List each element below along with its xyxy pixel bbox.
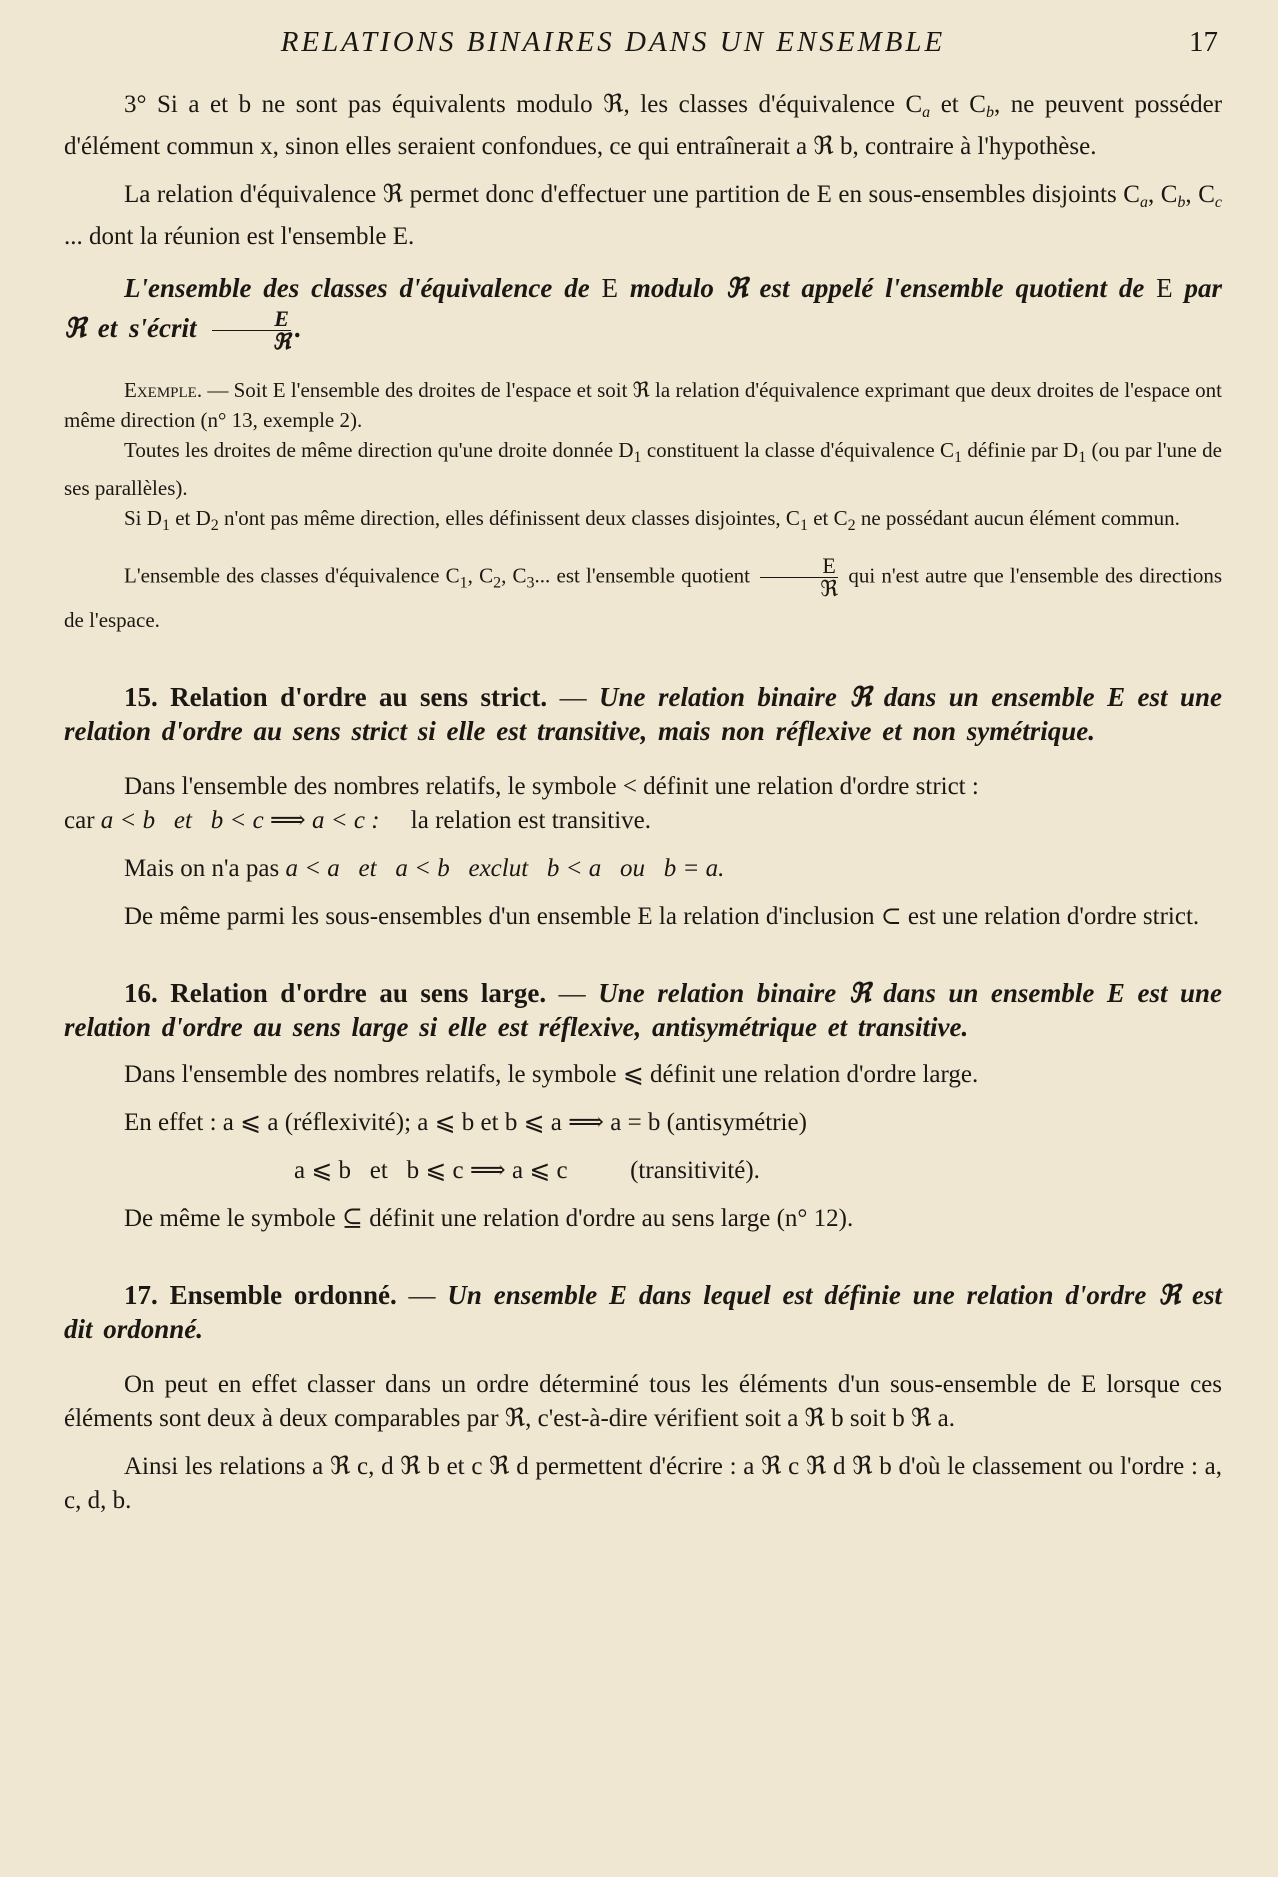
page-header	[64, 26, 1222, 66]
page-body	[64, 88, 1222, 1518]
example-label: Exemple.	[124, 378, 203, 403]
definition-quotient: L'ensemble des classes d'équivalence de E modulo ℜ est appelé l'ensemble quotient de E par ℜ et s'écrit $\frac{E}{\text{ℜ}}$ .	[64, 273, 1222, 355]
section-16-p2: En effet : a ⩽ a (réflexivité); a ⩽ b et b ⩽ a ⟹ a = b (antisymétrie)	[124, 1108, 807, 1136]
example-line-1: Exemple. — Soit E l'ensemble des droites de l'espace et soit ℜ la relation d'équivalence exprimant que deux droites de l'espace ont même direction (n° 13, exemple 2).	[64, 378, 1222, 433]
section-15-p3: De même parmi les sous-ensembles d'un ensemble E la relation d'inclusion ⊂ est une relation d'ordre strict.	[124, 902, 1200, 930]
example-line-3: Si $D_1$ et $D_2$ n'ont pas même direction, elles définissent deux classes disjointes, $C_1$ et $C_2$ ne possédant aucun élément commun.	[124, 506, 1180, 535]
quotient-fraction-example: $\frac{E}{\text{ℜ}}$	[760, 555, 838, 600]
section-16-p1: Dans l'ensemble des nombres relatifs, le symbole ⩽ définit une relation d'ordre large.	[124, 1060, 979, 1088]
section-15-heading: 15. Relation d'ordre au sens strict. — Une relation binaire ℜ dans un ensemble E est une relation d'ordre au sens strict si elle est transitive, mais non réflexive et non symétrique.	[64, 681, 1222, 746]
section-17-p1: On peut en effet classer dans un ordre déterminé tous les éléments d'un sous-ensemble de E lorsque ces éléments sont deux à deux comparables par ℜ, c'est-à-dire vérifient soit a ℜ b soit b ℜ a.	[64, 1370, 1222, 1432]
intro-partition: La relation d'équivalence ℜ permet donc d'effectuer une partition de E en sous-ensembles disjoints $C_a$, $C_b$, $C_c$ ... dont la réunion est l'ensemble E.	[64, 181, 1222, 250]
running-title: RELATIONS BINAIRES DANS UN ENSEMBLE	[280, 26, 946, 58]
section-17-p2: Ainsi les relations a ℜ c, d ℜ b et c ℜ d permettent d'écrire : a ℜ c ℜ d ℜ b d'où le classement ou l'ordre : a, c, d, b.	[64, 1452, 1222, 1514]
section-16-p4: De même le symbole ⊆ définit une relation d'ordre au sens large (n° 12).	[124, 1204, 854, 1232]
example-block	[64, 375, 1222, 637]
section-15-p1b: car a < b et b < c ⟹ a < c : la relation est transitive.	[64, 806, 651, 834]
section-17-heading: 17. Ensemble ordonné. — Un ensemble E dans lequel est définie une relation d'ordre ℜ est dit ordonné.	[64, 1279, 1223, 1344]
section-15-p1: Dans l'ensemble des nombres relatifs, le symbole < définit une relation d'ordre strict :	[124, 772, 979, 800]
intro-item-3: 3° Si a et b ne sont pas équivalents modulo ℜ, les classes d'équivalence $C_a$ et $C_b$, ne peuvent posséder d'élément commun x, sinon elles seraient confondues, ce qui entraînerait a ℜ b, contraire à l'hypothèse.	[64, 91, 1223, 160]
example-line-4: L'ensemble des classes d'équivalence $C_1$, $C_2$, $C_3$... est l'ensemble quotient $\frac{E}{\text{ℜ}}$ qui n'est autre que l'ensemble des directions de l'espace.	[64, 553, 1222, 632]
example-line-2: Toutes les droites de même direction qu'une droite donnée $D_1$ constituent la classe d'équivalence $C_1$ définie par $D_1$ (ou par l'une de ses parallèles).	[64, 438, 1222, 501]
section-15-p2: Mais on n'a pas a < a et a < b exclut b < a ou b = a.	[124, 854, 725, 882]
quotient-fraction: $\frac{E}{\text{ℜ}}$	[212, 308, 291, 353]
section-16-heading: 16. Relation d'ordre au sens large. — Une relation binaire ℜ dans un ensemble E est une relation d'ordre au sens large si elle est réflexive, antisymétrique et transitive.	[64, 977, 1222, 1042]
section-16-p3: a ⩽ b et b ⩽ c ⟹ a ⩽ c (transitivité).	[294, 1156, 760, 1184]
page-number: 17	[1189, 26, 1218, 58]
